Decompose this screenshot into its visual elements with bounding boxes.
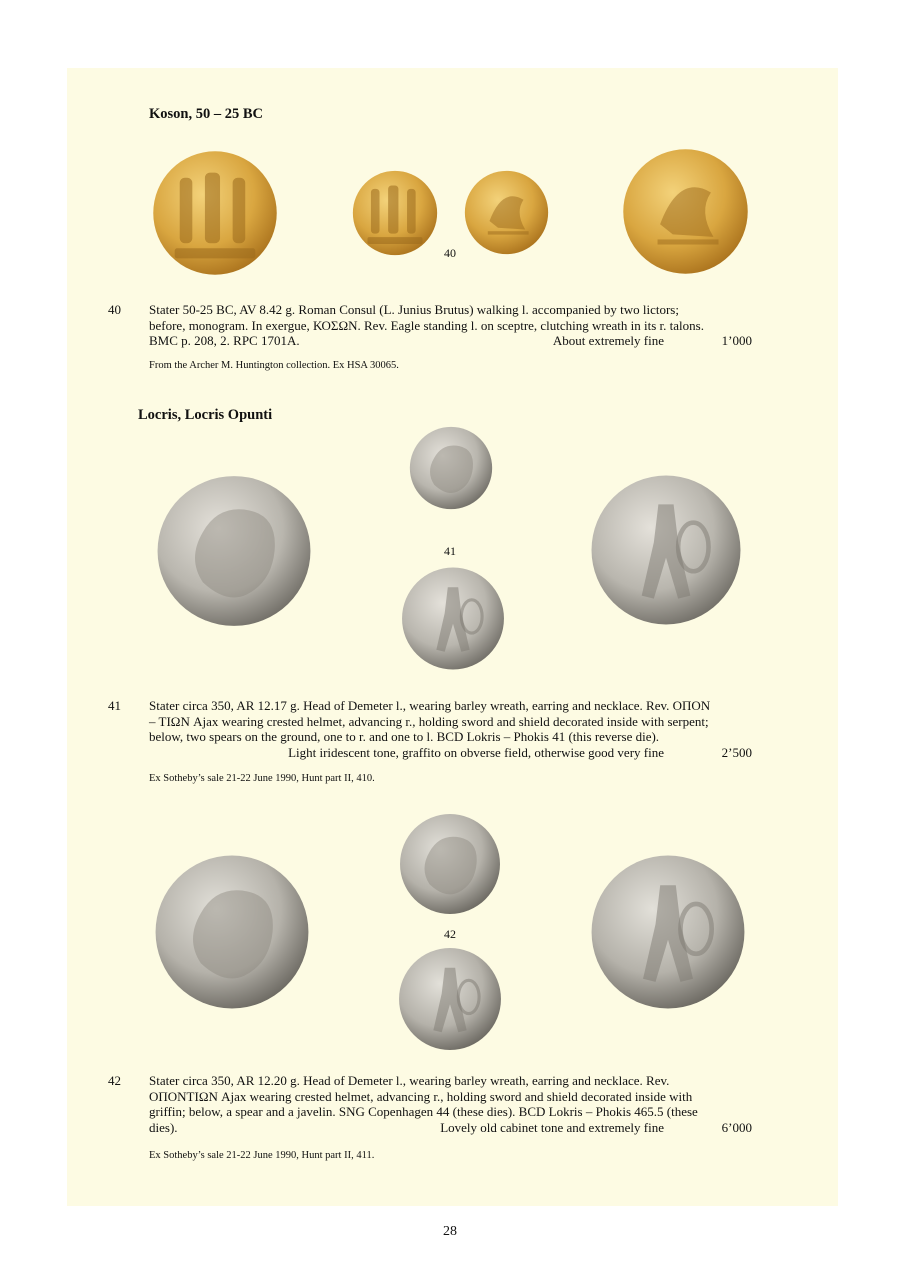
lot-provenance-42: Ex Sotheby’s sale 21-22 June 1990, Hunt part II, 411. — [149, 1150, 375, 1161]
description-line: below, two spears on the ground, one to r. and one to l. BCD Lokris – Phokis 41 (this reverse die). — [149, 729, 660, 744]
lot-grade: About extremely fine — [552, 333, 664, 348]
figure-label-42: 42 — [444, 927, 456, 941]
lot-grade: Lovely old cabinet tone and extremely fine — [440, 1119, 664, 1135]
koson-reverse-image — [464, 170, 549, 255]
description-line: griffin; below, a spear and a javelin. SNG Copenhagen 44 (these dies). BCD Lokris – Phokis 465.5 (these — [149, 1104, 698, 1119]
lot-price: 2’500 — [721, 744, 752, 760]
locris41-reverse-image — [401, 562, 505, 675]
description-line: Stater circa 350, AR 12.20 g. Head of Demeter l., wearing barley wreath, earring and necklace. Rev. — [149, 1073, 670, 1088]
description-line: BMC p. 208, 2. RPC 1701A. — [149, 333, 300, 348]
lot-provenance-40: From the Archer M. Huntington collection. Ex HSA 30065. — [149, 360, 399, 371]
koson-obverse-image — [352, 170, 438, 256]
locris41-obverse-enlarged-image — [156, 472, 312, 630]
description-line: ΟΠΟΝΤΙΩΝ Ajax wearing crested helmet, advancing r., holding sword and shield decorated inside with — [149, 1088, 693, 1104]
lot-price: 1’000 — [721, 333, 752, 348]
lot-number-42: 42 — [108, 1073, 121, 1088]
locris41-reverse-enlarged-image — [590, 466, 742, 634]
description-line: before, monogram. In exergue, ΚΟΣΩΝ. Rev. Eagle standing l. on sceptre, clutching wreath in its r. talons. — [149, 317, 704, 333]
lot-description-40 — [149, 302, 752, 349]
section-title-locris: Locris, Locris Opunti — [138, 407, 273, 423]
figure-label-40: 40 — [444, 246, 456, 260]
description-line: – ΤΙΩΝ Ajax wearing crested helmet, advancing r., holding sword and shield decorated inside with serpent; — [149, 713, 709, 729]
description-line: dies). — [149, 1119, 178, 1135]
koson-reverse-enlarged-image — [622, 148, 749, 275]
lot-grade: Light iridescent tone, graffito on obverse field, otherwise good very fine — [288, 744, 664, 760]
lot-description-41 — [149, 698, 752, 760]
figure-label-41: 41 — [444, 544, 456, 558]
lot-description-42 — [149, 1073, 752, 1135]
locris42-reverse-image — [398, 946, 502, 1052]
page-number: 28 — [443, 1224, 457, 1239]
locris42-reverse-enlarged-image — [590, 852, 746, 1012]
locris42-obverse-enlarged-image — [154, 854, 310, 1010]
koson-obverse-enlarged-image — [150, 150, 280, 276]
description-line: Stater circa 350, AR 12.17 g. Head of Demeter l., wearing barley wreath, earring and necklace. Rev. ΟΠΟΝ — [149, 698, 711, 713]
locris41-obverse-image — [399, 426, 503, 510]
lot-number-40: 40 — [108, 302, 121, 317]
lot-provenance-41: Ex Sotheby’s sale 21-22 June 1990, Hunt part II, 410. — [149, 773, 375, 784]
description-line: Stater 50-25 BC, AV 8.42 g. Roman Consul (L. Junius Brutus) walking l. accompanied by two lictors; — [149, 302, 679, 317]
section-title-koson: Koson, 50 – 25 BC — [149, 106, 264, 122]
locris42-obverse-image — [399, 812, 501, 916]
lot-number-41: 41 — [108, 698, 121, 713]
lot-price: 6’000 — [721, 1119, 752, 1135]
